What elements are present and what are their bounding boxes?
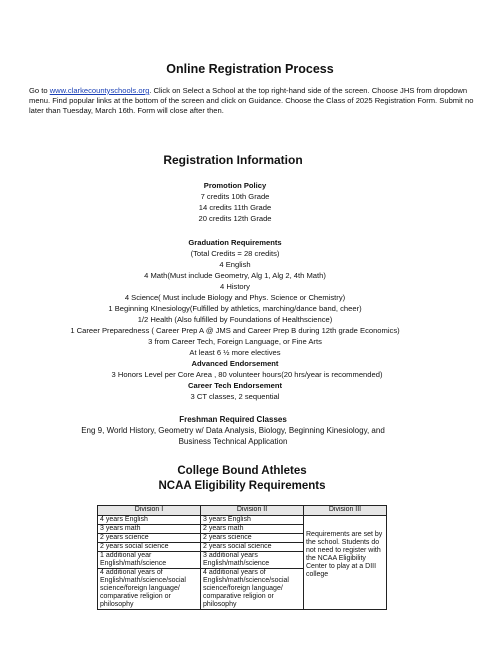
graduation-line: 1/2 Health (Also fulfilled by Foundations of Healthscience) [137, 315, 333, 324]
table-cell: 4 additional years of English/math/science/social science/foreign language/ comparative religion or philosophy [201, 569, 304, 610]
graduation-section [0, 237, 470, 402]
graduation-heading: Graduation Requirements [188, 238, 282, 247]
intro-paragraph [29, 86, 475, 116]
career-tech-heading: Career Tech Endorsement [188, 381, 282, 390]
promotion-heading: Promotion Policy [203, 181, 267, 190]
graduation-line: 4 English [219, 260, 251, 269]
table-cell: 3 years math [98, 525, 201, 534]
table-header-row [98, 506, 387, 516]
table-cell: 4 years English [98, 516, 201, 525]
header-division-i: Division I [98, 506, 201, 516]
graduation-line: 1 Beginning KInesiology(Fulfilled by athletics, marching/dance band, cheer) [108, 304, 362, 313]
page-title: Online Registration Process [166, 62, 334, 76]
ncaa-title: NCAA Eligibility Requirements [158, 480, 326, 492]
table-cell: 2 years social science [201, 543, 304, 552]
table-cell: 3 years English [201, 516, 304, 525]
intro-instructions: . Click on Select a School at the top right-hand side of the screen. Choose JHS from dropdown menu. Find popular links at the bottom of the screen and click on Guidance. Choose the Class of 2025 Registration Form. Submit no later than Tuesday, March 16th. Form will close after then. [29, 86, 474, 115]
header-division-ii: Division II [201, 506, 304, 516]
promotion-line: 7 credits 10th Grade [200, 192, 270, 201]
graduation-line: 1 Career Preparedness ( Career Prep A @ JMS and Career Prep B during 12th grade Economics) [70, 326, 400, 335]
graduation-line: 4 History [220, 282, 250, 291]
ncaa-requirements-table [97, 505, 387, 610]
graduation-line: (Total Credits = 28 credits) [190, 249, 280, 258]
advanced-line: 3 Honors Level per Core Area , 80 volunteer hours(20 hrs/year is recommended) [111, 370, 383, 379]
graduation-line: 4 Math(Must include Geometry, Alg 1, Alg 2, 4th Math) [144, 271, 326, 280]
freshman-section [0, 414, 466, 447]
freshman-heading: Freshman Required Classes [179, 415, 287, 424]
career-tech-line: 3 CT classes, 2 sequential [190, 392, 280, 401]
graduation-line: 4 Science( Must include Biology and Phys. Science or Chemistry) [124, 293, 346, 302]
athletes-title: College Bound Athletes [177, 465, 307, 477]
registration-title: Registration Information [163, 153, 303, 167]
table-cell: 3 additional years English/math/science [201, 552, 304, 569]
table-cell: 2 years social science [98, 543, 201, 552]
table-cell: 1 additional year English/math/science [98, 552, 201, 569]
division-iii-note: Requirements are set by the school. Students do not need to register with the NCAA Eligibility Center to play at a DIII college [304, 516, 387, 610]
promotion-line: 20 credits 12th Grade [198, 214, 272, 223]
table-cell: 4 additional years of English/math/science/social science/foreign language/ comparative religion or philosophy [98, 569, 201, 610]
freshman-line: Eng 9, World History, Geometry w/ Data Analysis, Biology, Beginning Kinesiology, and [81, 426, 385, 435]
table-cell: 2 years math [201, 525, 304, 534]
school-website-link[interactable]: www.clarkecountyschools.org [49, 86, 150, 95]
promotion-policy-section [0, 180, 470, 224]
promotion-line: 14 credits 11th Grade [198, 203, 272, 212]
table-row [98, 516, 387, 525]
table-cell: 2 years science [201, 534, 304, 543]
graduation-line: 3 from Career Tech, Foreign Language, or Fine Arts [148, 337, 322, 346]
header-division-iii: Division III [304, 506, 387, 516]
graduation-line: At least 6 ½ more electives [189, 348, 281, 357]
table-cell: 2 years science [98, 534, 201, 543]
freshman-line: Business Technical Application [178, 437, 288, 446]
intro-pre-link: Go to [29, 86, 50, 95]
advanced-heading: Advanced Endorsement [191, 359, 279, 368]
